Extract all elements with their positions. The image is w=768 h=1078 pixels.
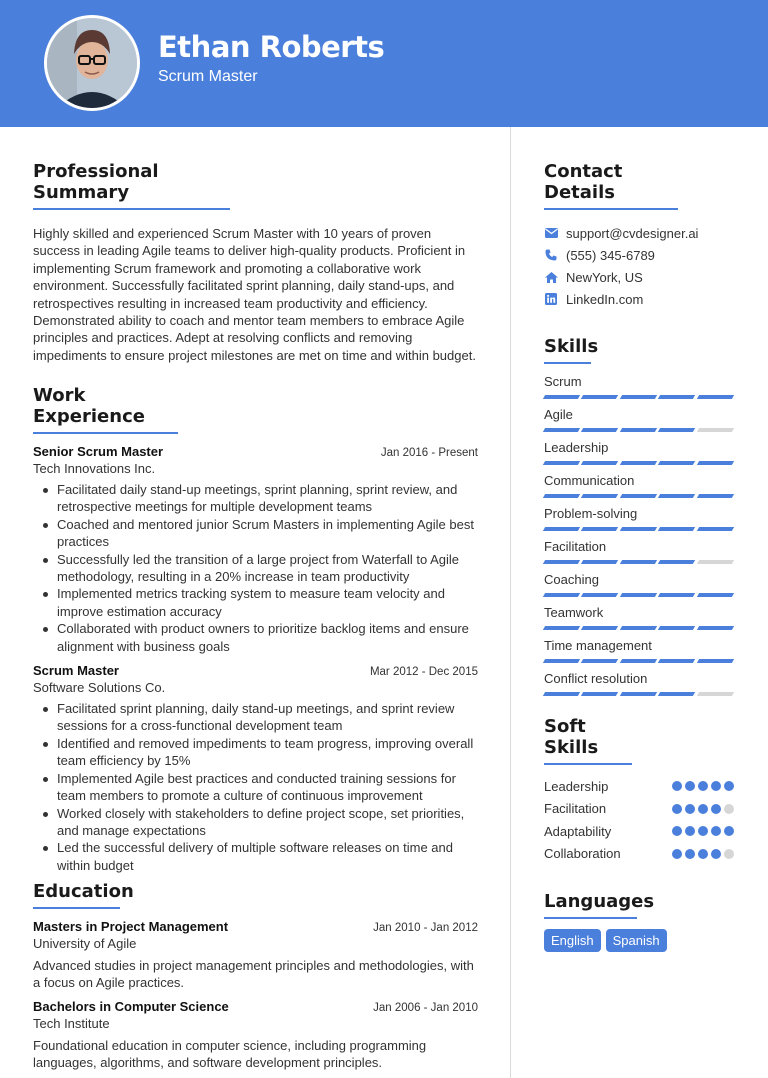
list-item: Facilitated daily stand-up meetings, sprint planning, sprint review, and retrospective meetings for multiple development teams (41, 481, 478, 516)
section-title: Education (33, 881, 120, 909)
degree-title: Masters in Project Management (33, 919, 229, 934)
skill-name: Conflict resolution (544, 671, 648, 686)
rating-dot (698, 826, 708, 836)
contact-text: NewYork, US (566, 269, 643, 285)
list-item: Collaborated with product owners to prioritize backlog items and ensure alignment with business goals (41, 620, 478, 655)
soft-skills-section (544, 716, 734, 865)
skill-level-segment (620, 428, 658, 432)
skill-level-segment (543, 461, 581, 465)
skill-level-bar (544, 461, 734, 465)
skill-name: Agile (544, 407, 573, 422)
skill-level-segment (696, 494, 734, 498)
envelope-icon (544, 226, 558, 240)
list-item: Coached and mentored junior Scrum Masters in implementing Agile best practices (41, 516, 478, 551)
skill-level-segment (658, 428, 696, 432)
contact-text: LinkedIn.com (566, 291, 644, 307)
rating-dot (672, 849, 682, 859)
list-item: Facilitated sprint planning, daily stand-up meetings, and sprint review sessions for a cross-functional development team (41, 700, 478, 735)
skill-item (544, 506, 734, 531)
skill-level-segment (696, 428, 734, 432)
skill-name: Problem-solving (544, 506, 638, 521)
skill-level-bar (544, 692, 734, 696)
skill-item (544, 539, 734, 564)
rating-dot (724, 826, 734, 836)
education-section (33, 881, 478, 1072)
skill-level-segment (696, 527, 734, 531)
contact-location (544, 266, 734, 288)
skill-level-segment (620, 527, 658, 531)
job-bullets (33, 700, 478, 874)
skill-item (544, 374, 734, 399)
skills-section (544, 336, 734, 696)
rating-dot (685, 826, 695, 836)
rating-dot (672, 804, 682, 814)
skill-level-bar (544, 659, 734, 663)
skill-level-bar (544, 494, 734, 498)
skill-level-segment (620, 395, 658, 399)
skill-item (544, 671, 734, 696)
skill-level-segment (581, 461, 619, 465)
education-description: Advanced studies in project management principles and methodologies, with a focus on Agile practices. (33, 958, 474, 991)
rating-dot (711, 781, 721, 791)
skill-level-segment (581, 593, 619, 597)
skill-level-segment (543, 560, 581, 564)
skill-level-segment (581, 560, 619, 564)
skill-level-segment (658, 395, 696, 399)
skill-level-segment (620, 659, 658, 663)
skill-level-segment (620, 692, 658, 696)
skill-name: Leadership (544, 440, 609, 455)
skill-item (544, 407, 734, 432)
skill-level-segment (658, 560, 696, 564)
skill-level-bar (544, 593, 734, 597)
skill-level-segment (696, 593, 734, 597)
contact-email[interactable] (544, 222, 734, 244)
skill-level-segment (543, 659, 581, 663)
soft-skill-rating (672, 826, 734, 836)
skill-level-segment (543, 428, 581, 432)
education-date: Jan 2010 - Jan 2012 (373, 922, 478, 934)
skill-item (544, 440, 734, 465)
section-title: Contact Details (544, 161, 678, 210)
languages-list (544, 929, 734, 952)
skill-level-segment (658, 593, 696, 597)
skill-name: Coaching (544, 572, 599, 587)
linkedin-icon (544, 292, 558, 306)
phone-icon (544, 248, 558, 262)
skill-level-segment (581, 527, 619, 531)
rating-dot (685, 849, 695, 859)
candidate-name: Ethan Roberts (158, 30, 385, 64)
list-item: Implemented Agile best practices and conducted training sessions for team members to promote a culture of continuous improvement (41, 770, 478, 805)
skill-level-segment (543, 593, 581, 597)
job-date: Mar 2012 - Dec 2015 (369, 666, 478, 679)
education-date: Jan 2006 - Jan 2010 (373, 1001, 478, 1014)
degree-title: Bachelors in Computer Science (33, 998, 229, 1014)
education-entry (33, 999, 478, 1072)
section-title: Skills (544, 336, 591, 364)
candidate-role: Scrum Master (158, 68, 258, 85)
skill-level-bar (544, 428, 734, 432)
rating-dot (672, 826, 682, 836)
soft-skill-rating (672, 804, 734, 814)
summary-text: Highly skilled and experienced Scrum Master with 10 years of proven success in leading Agile teams to deliver high-quality products. Proficient in implementing Scrum framework and promoting a collaborative work environment. Successfully facilitated sprint planning, daily stand-ups, and retrospectives resulting in increased team productivity and efficiency. Demonstrated ability to coach and mentor team members to embrace Agile principles and practices. Adept at resolving conflicts and removing impediments to ensure project milestones are met on time and within budget. (33, 226, 476, 363)
skill-level-segment (696, 626, 734, 630)
list-item: Implemented metrics tracking system to measure team velocity and improve estimation accuracy (41, 585, 478, 620)
rating-dot (711, 849, 721, 859)
profile-photo (47, 18, 137, 108)
skill-level-segment (658, 692, 696, 696)
job-bullets (33, 481, 478, 655)
section-title: Soft Skills (544, 716, 632, 765)
skill-level-segment (658, 494, 696, 498)
skill-name: Facilitation (544, 539, 607, 554)
skill-level-bar (544, 560, 734, 564)
rating-dot (698, 849, 708, 859)
skill-level-segment (581, 428, 619, 432)
skill-level-segment (620, 494, 658, 498)
skill-level-segment (543, 692, 581, 696)
skill-level-segment (696, 395, 734, 399)
skill-level-segment (696, 560, 734, 564)
skill-level-segment (696, 461, 734, 465)
list-item: Identified and removed impediments to team progress, improving overall team efficiency by 15% (41, 735, 478, 770)
skill-level-segment (543, 527, 581, 531)
job-date: Jan 2016 - Present (380, 447, 478, 459)
skill-level-segment (658, 461, 696, 465)
skill-level-segment (658, 527, 696, 531)
skill-level-segment (581, 395, 619, 399)
job-title: Senior Scrum Master (33, 444, 164, 459)
skill-name: Scrum (544, 374, 582, 389)
skill-level-segment (658, 626, 696, 630)
job-company: Software Solutions Co. (33, 680, 166, 696)
contact-text: (555) 345-6789 (566, 247, 655, 263)
skill-name: Teamwork (544, 605, 604, 620)
section-title: Professional Summary (33, 161, 230, 210)
job-entry (33, 663, 478, 874)
section-title: Languages (544, 891, 637, 919)
list-item: Worked closely with stakeholders to define project scope, set priorities, and manage expectations (41, 805, 478, 840)
school-name: University of Agile (33, 936, 137, 951)
skill-level-segment (696, 692, 734, 696)
soft-skill-item (544, 820, 734, 843)
school-name: Tech Institute (33, 1015, 110, 1031)
skill-level-segment (543, 494, 581, 498)
rating-dot (698, 804, 708, 814)
rating-dot (724, 849, 734, 859)
soft-skill-rating (672, 781, 734, 791)
language-badge: Spanish (606, 929, 667, 952)
skill-name: Communication (544, 473, 635, 488)
soft-skill-name: Adaptability (544, 823, 612, 839)
contact-phone[interactable] (544, 244, 734, 266)
column-divider (510, 127, 511, 1078)
rating-dot (685, 804, 695, 814)
soft-skill-rating (672, 849, 734, 859)
skill-name: Time management (544, 638, 652, 653)
skill-item (544, 638, 734, 663)
soft-skill-item (544, 843, 734, 866)
skill-level-segment (543, 395, 581, 399)
rating-dot (672, 781, 682, 791)
skill-item (544, 473, 734, 498)
soft-skill-name: Facilitation (544, 801, 607, 817)
education-entry (33, 919, 478, 992)
soft-skills-list (544, 775, 734, 865)
soft-skill-item (544, 798, 734, 821)
education-description: Foundational education in computer science, including programming languages, algorithms, and software development principles. (33, 1037, 427, 1071)
rating-dot (685, 781, 695, 791)
avatar (44, 15, 140, 111)
skill-level-bar (544, 527, 734, 531)
resume-header (0, 0, 768, 127)
skill-level-segment (696, 659, 734, 663)
languages-section (544, 891, 734, 952)
skill-level-segment (581, 494, 619, 498)
skill-level-segment (620, 593, 658, 597)
skill-item (544, 572, 734, 597)
skill-level-segment (620, 626, 658, 630)
summary-section (33, 161, 478, 364)
skill-level-segment (581, 659, 619, 663)
rating-dot (711, 826, 721, 836)
skills-list (544, 374, 734, 696)
skill-level-segment (620, 461, 658, 465)
rating-dot (711, 804, 721, 814)
list-item: Led the successful delivery of multiple software releases on time and within budget (41, 839, 478, 874)
rating-dot (724, 781, 734, 791)
section-title: Work Experience (33, 385, 178, 434)
soft-skill-name: Collaboration (544, 846, 621, 862)
skill-level-segment (658, 659, 696, 663)
job-entry (33, 444, 478, 655)
soft-skill-name: Leadership (544, 778, 609, 794)
soft-skill-item (544, 775, 734, 798)
rating-dot (724, 804, 734, 814)
contact-linkedin[interactable] (544, 288, 734, 310)
skill-level-bar (544, 395, 734, 399)
skill-level-bar (544, 626, 734, 630)
work-experience-section (33, 385, 478, 874)
language-badge: English (544, 929, 601, 952)
contact-section (544, 161, 734, 310)
rating-dot (698, 781, 708, 791)
skill-level-segment (581, 626, 619, 630)
job-company: Tech Innovations Inc. (33, 461, 156, 476)
skill-level-segment (620, 560, 658, 564)
contact-text: support@cvdesigner.ai (566, 225, 699, 241)
list-item: Successfully led the transition of a large project from Waterfall to Agile methodology, resulting in a 20% increase in team productivity (41, 551, 478, 586)
skill-level-segment (543, 626, 581, 630)
skill-item (544, 605, 734, 630)
home-icon (544, 270, 558, 284)
skill-level-segment (581, 692, 619, 696)
job-title: Scrum Master (33, 663, 119, 679)
